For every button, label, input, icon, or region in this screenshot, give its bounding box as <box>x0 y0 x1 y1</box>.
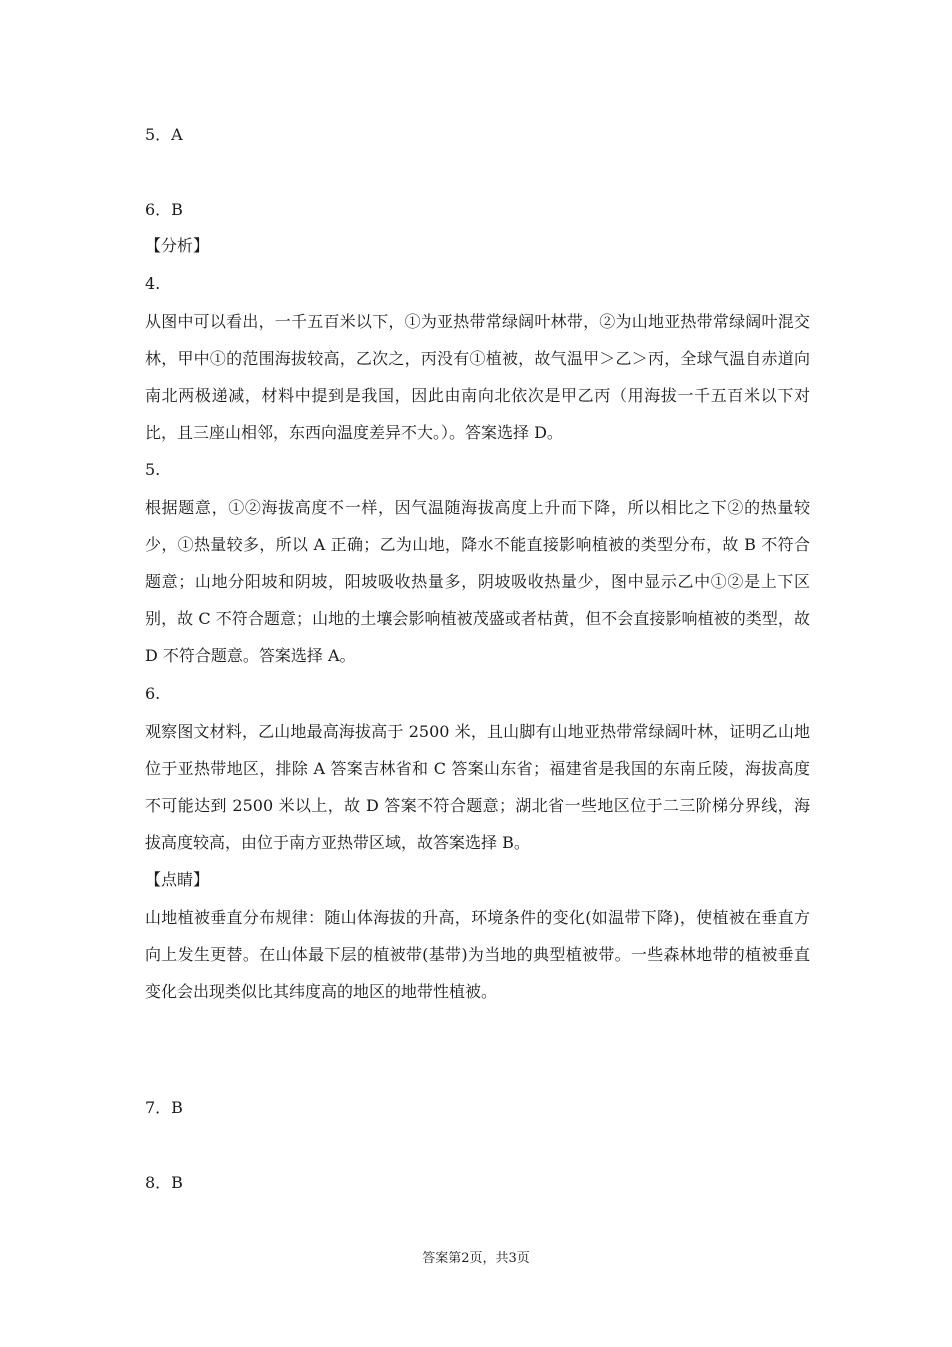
analysis-q6-number: 6. <box>145 684 161 703</box>
comment-text: 山地植被垂直分布规律：随山体海拔的升高，环境条件的变化(如温带下降)，使植被在垂直方向上发生更替。在山体最下层的植被带(基带)为当地的典型植被带。一些森林地带的植被垂直变化会出现类似比其纬度高的地区的地带性植被。 <box>145 908 810 1001</box>
page-footer: 答案第2页，共3页 <box>422 1251 530 1266</box>
answer-5: 5．A <box>145 125 183 144</box>
answer-8: 8．B <box>145 1173 183 1192</box>
analysis-q6-text: 观察图文材料，乙山地最高海拔高于 2500 米，且山脚有山地亚热带常绿阔叶林，证明乙山地位于亚热带地区，排除 A 答案吉林省和 C 答案山东省；福建省是我国的东南丘陵，海拔高度不可能达到 2500 米以上，故 D 答案不符合题意；湖北省一些地区位于二三阶梯分界线，海拔高度较高，由位于南方亚热带区域，故答案选择 B。 <box>145 722 810 852</box>
answer-7: 7．B <box>145 1098 183 1117</box>
analysis-q5-text: 根据题意，①②海拔高度不一样，因气温随海拔高度上升而下降，所以相比之下②的热量较少，①热量较多，所以 A 正确；乙为山地，降水不能直接影响植被的类型分布，故 B 不符合题意；山地分阳坡和阴坡，阳坡吸收热量多，阴坡吸收热量少，图中显示乙中①②是上下区别，故 C 不符合题意；山地的土壤会影响植被茂盛或者枯黄，但不会直接影响植被的类型，故 D 不符合题意。答案选择 A。 <box>145 498 810 665</box>
analysis-q4-number: 4. <box>145 274 161 293</box>
answer-6: 6．B <box>145 200 183 219</box>
analysis-heading: 【分析】 <box>145 236 210 255</box>
comment-heading: 【点睛】 <box>145 870 210 889</box>
analysis-q5-number: 5. <box>145 460 161 479</box>
analysis-q4-text: 从图中可以看出，一千五百米以下，①为亚热带常绿阔叶林带，②为山地亚热带常绿阔叶混交林，甲中①的范围海拔较高，乙次之，丙没有①植被，故气温甲＞乙＞丙，全球气温自赤道向南北两极递减，材料中提到是我国，因此由南向北依次是甲乙丙（用海拔一千五百米以下对比，且三座山相邻，东西向温度差异不大。）。答案选择 D。 <box>145 312 810 442</box>
